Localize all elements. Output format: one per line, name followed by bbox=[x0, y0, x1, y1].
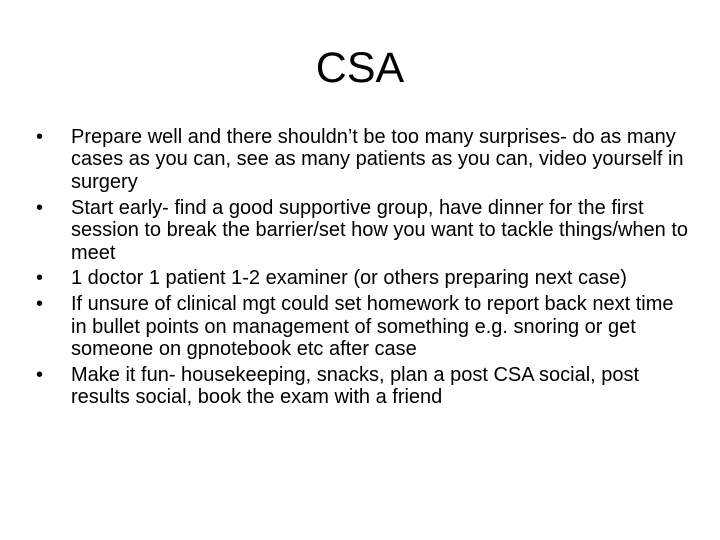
bullet-text: Prepare well and there shouldn’t be too many surprises- do as many cases as you can, see as many patients as you can, video yourself in surgery bbox=[71, 126, 684, 193]
bullet-item-4 bbox=[36, 293, 690, 360]
bullet-item-3 bbox=[36, 267, 690, 289]
bullet-text: Make it fun- housekeeping, snacks, plan a post CSA social, post results social, book the exam with a friend bbox=[71, 364, 640, 409]
bullet-item-2 bbox=[36, 197, 690, 264]
bullet-marker: • bbox=[36, 126, 44, 148]
bullet-item-5 bbox=[36, 364, 690, 409]
bullet-item-1 bbox=[36, 126, 690, 193]
slide-title: CSA bbox=[315, 44, 405, 92]
bullet-text: If unsure of clinical mgt could set homework to report back next time in bullet points on management of something e.g. snoring or get someone on gpnotebook etc after case bbox=[71, 293, 674, 361]
bullet-marker: • bbox=[36, 364, 44, 387]
bullet-marker: • bbox=[36, 267, 44, 290]
bullet-text: Start early- find a good supportive group, have dinner for the first session to break the barrier/set how you want to tackle things/when to meet bbox=[71, 196, 689, 264]
bullet-marker: • bbox=[36, 196, 44, 219]
bullet-list bbox=[36, 126, 690, 412]
bullet-marker: • bbox=[36, 293, 44, 316]
bullet-text: 1 doctor 1 patient 1-2 examiner (or others preparing next case) bbox=[71, 267, 627, 290]
